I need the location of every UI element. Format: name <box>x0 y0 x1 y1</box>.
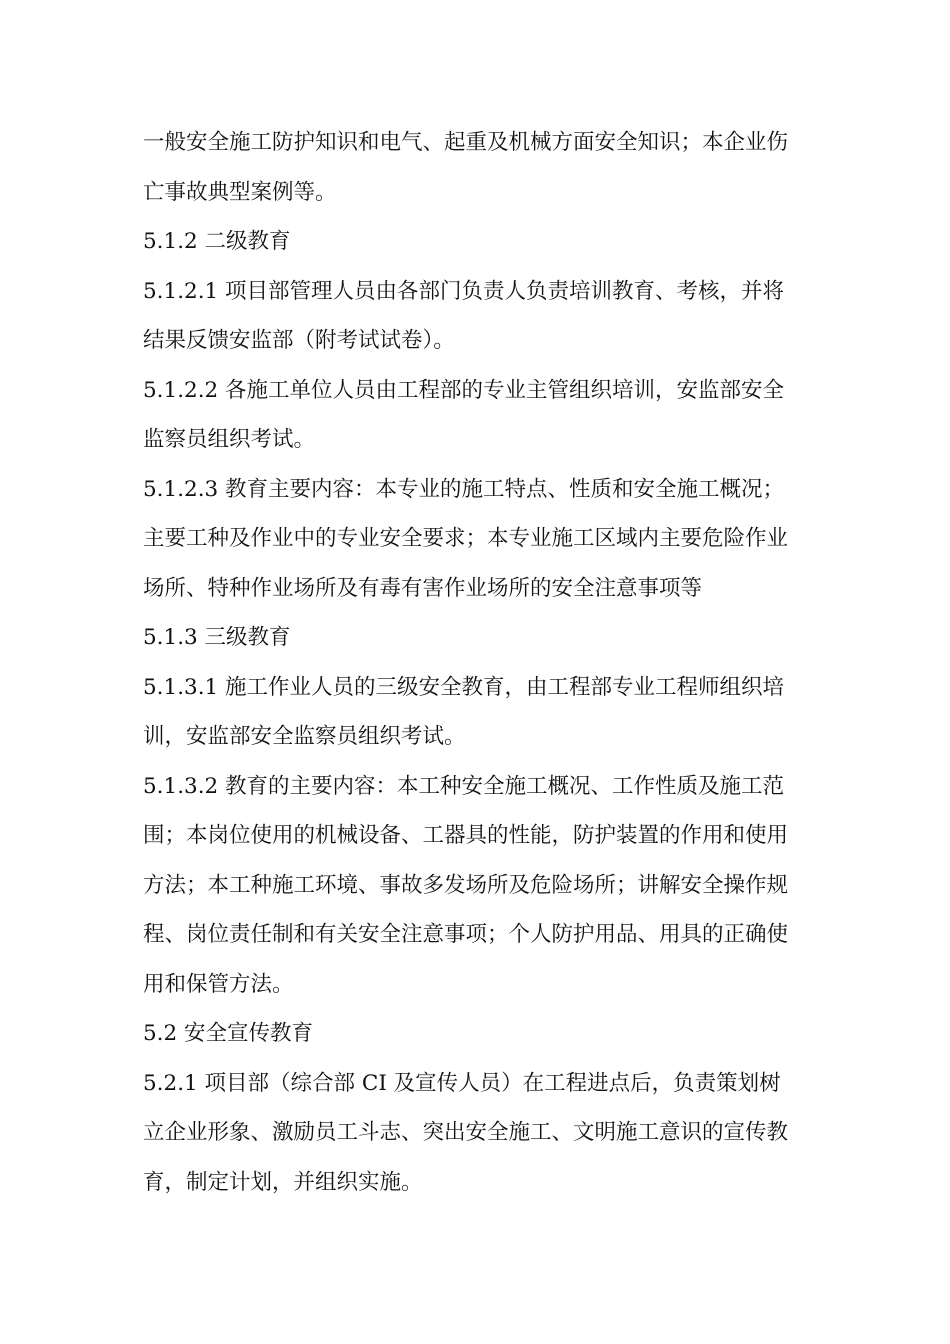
text-line: 一般安全施工防护知识和电气、起重及机械方面安全知识；本企业伤 <box>143 130 789 155</box>
section-heading: 5.2 安全宣传教育 <box>143 1021 314 1046</box>
text-line: 5.1.2.2 各施工单位人员由工程部的专业主管组织培训，安监部安全 <box>143 377 785 403</box>
text-line: 结果反馈安监部（附考试试卷）。 <box>143 328 455 353</box>
text-line: 5.1.2.3 教育主要内容：本专业的施工特点、性质和安全施工概况； <box>143 476 785 502</box>
section-heading: 5.1.3 三级教育 <box>143 625 291 650</box>
text-line: 主要工种及作业中的专业安全要求；本专业施工区域内主要危险作业 <box>143 526 789 551</box>
text-line: 5.2.1 项目部（综合部 CI 及宣传人员）在工程进点后，负责策划树 <box>143 1070 781 1096</box>
text-line: 5.1.3.1 施工作业人员的三级安全教育，由工程部专业工程师组织培 <box>143 674 785 700</box>
text-line: 训，安监部安全监察员组织考试。 <box>143 724 466 749</box>
text-line: 5.1.2.1 项目部管理人员由各部门负责人负责培训教育、考核，并将 <box>143 278 785 304</box>
text-line: 围；本岗位使用的机械设备、工器具的性能，防护装置的作用和使用 <box>143 823 789 848</box>
text-line: 育，制定计划，并组织实施。 <box>143 1169 423 1195</box>
text-line: 用和保管方法。 <box>143 971 294 997</box>
text-line: 方法；本工种施工环境、事故多发场所及危险场所；讲解安全操作规 <box>143 872 789 898</box>
text-line: 立企业形象、激励员工斗志、突出安全施工、文明施工意识的宣传教 <box>143 1120 789 1145</box>
text-line: 亡事故典型案例等。 <box>143 179 337 205</box>
text-line: 场所、特种作业场所及有毒有害作业场所的安全注意事项等 <box>143 575 703 601</box>
text-line: 5.1.3.2 教育的主要内容：本工种安全施工概况、工作性质及施工范 <box>143 773 785 799</box>
document-body <box>143 118 811 1207</box>
section-heading: 5.1.2 二级教育 <box>143 229 291 254</box>
text-line: 程、岗位责任制和有关安全注意事项；个人防护用品、用具的正确使 <box>143 922 789 947</box>
text-line: 监察员组织考试。 <box>143 427 316 452</box>
